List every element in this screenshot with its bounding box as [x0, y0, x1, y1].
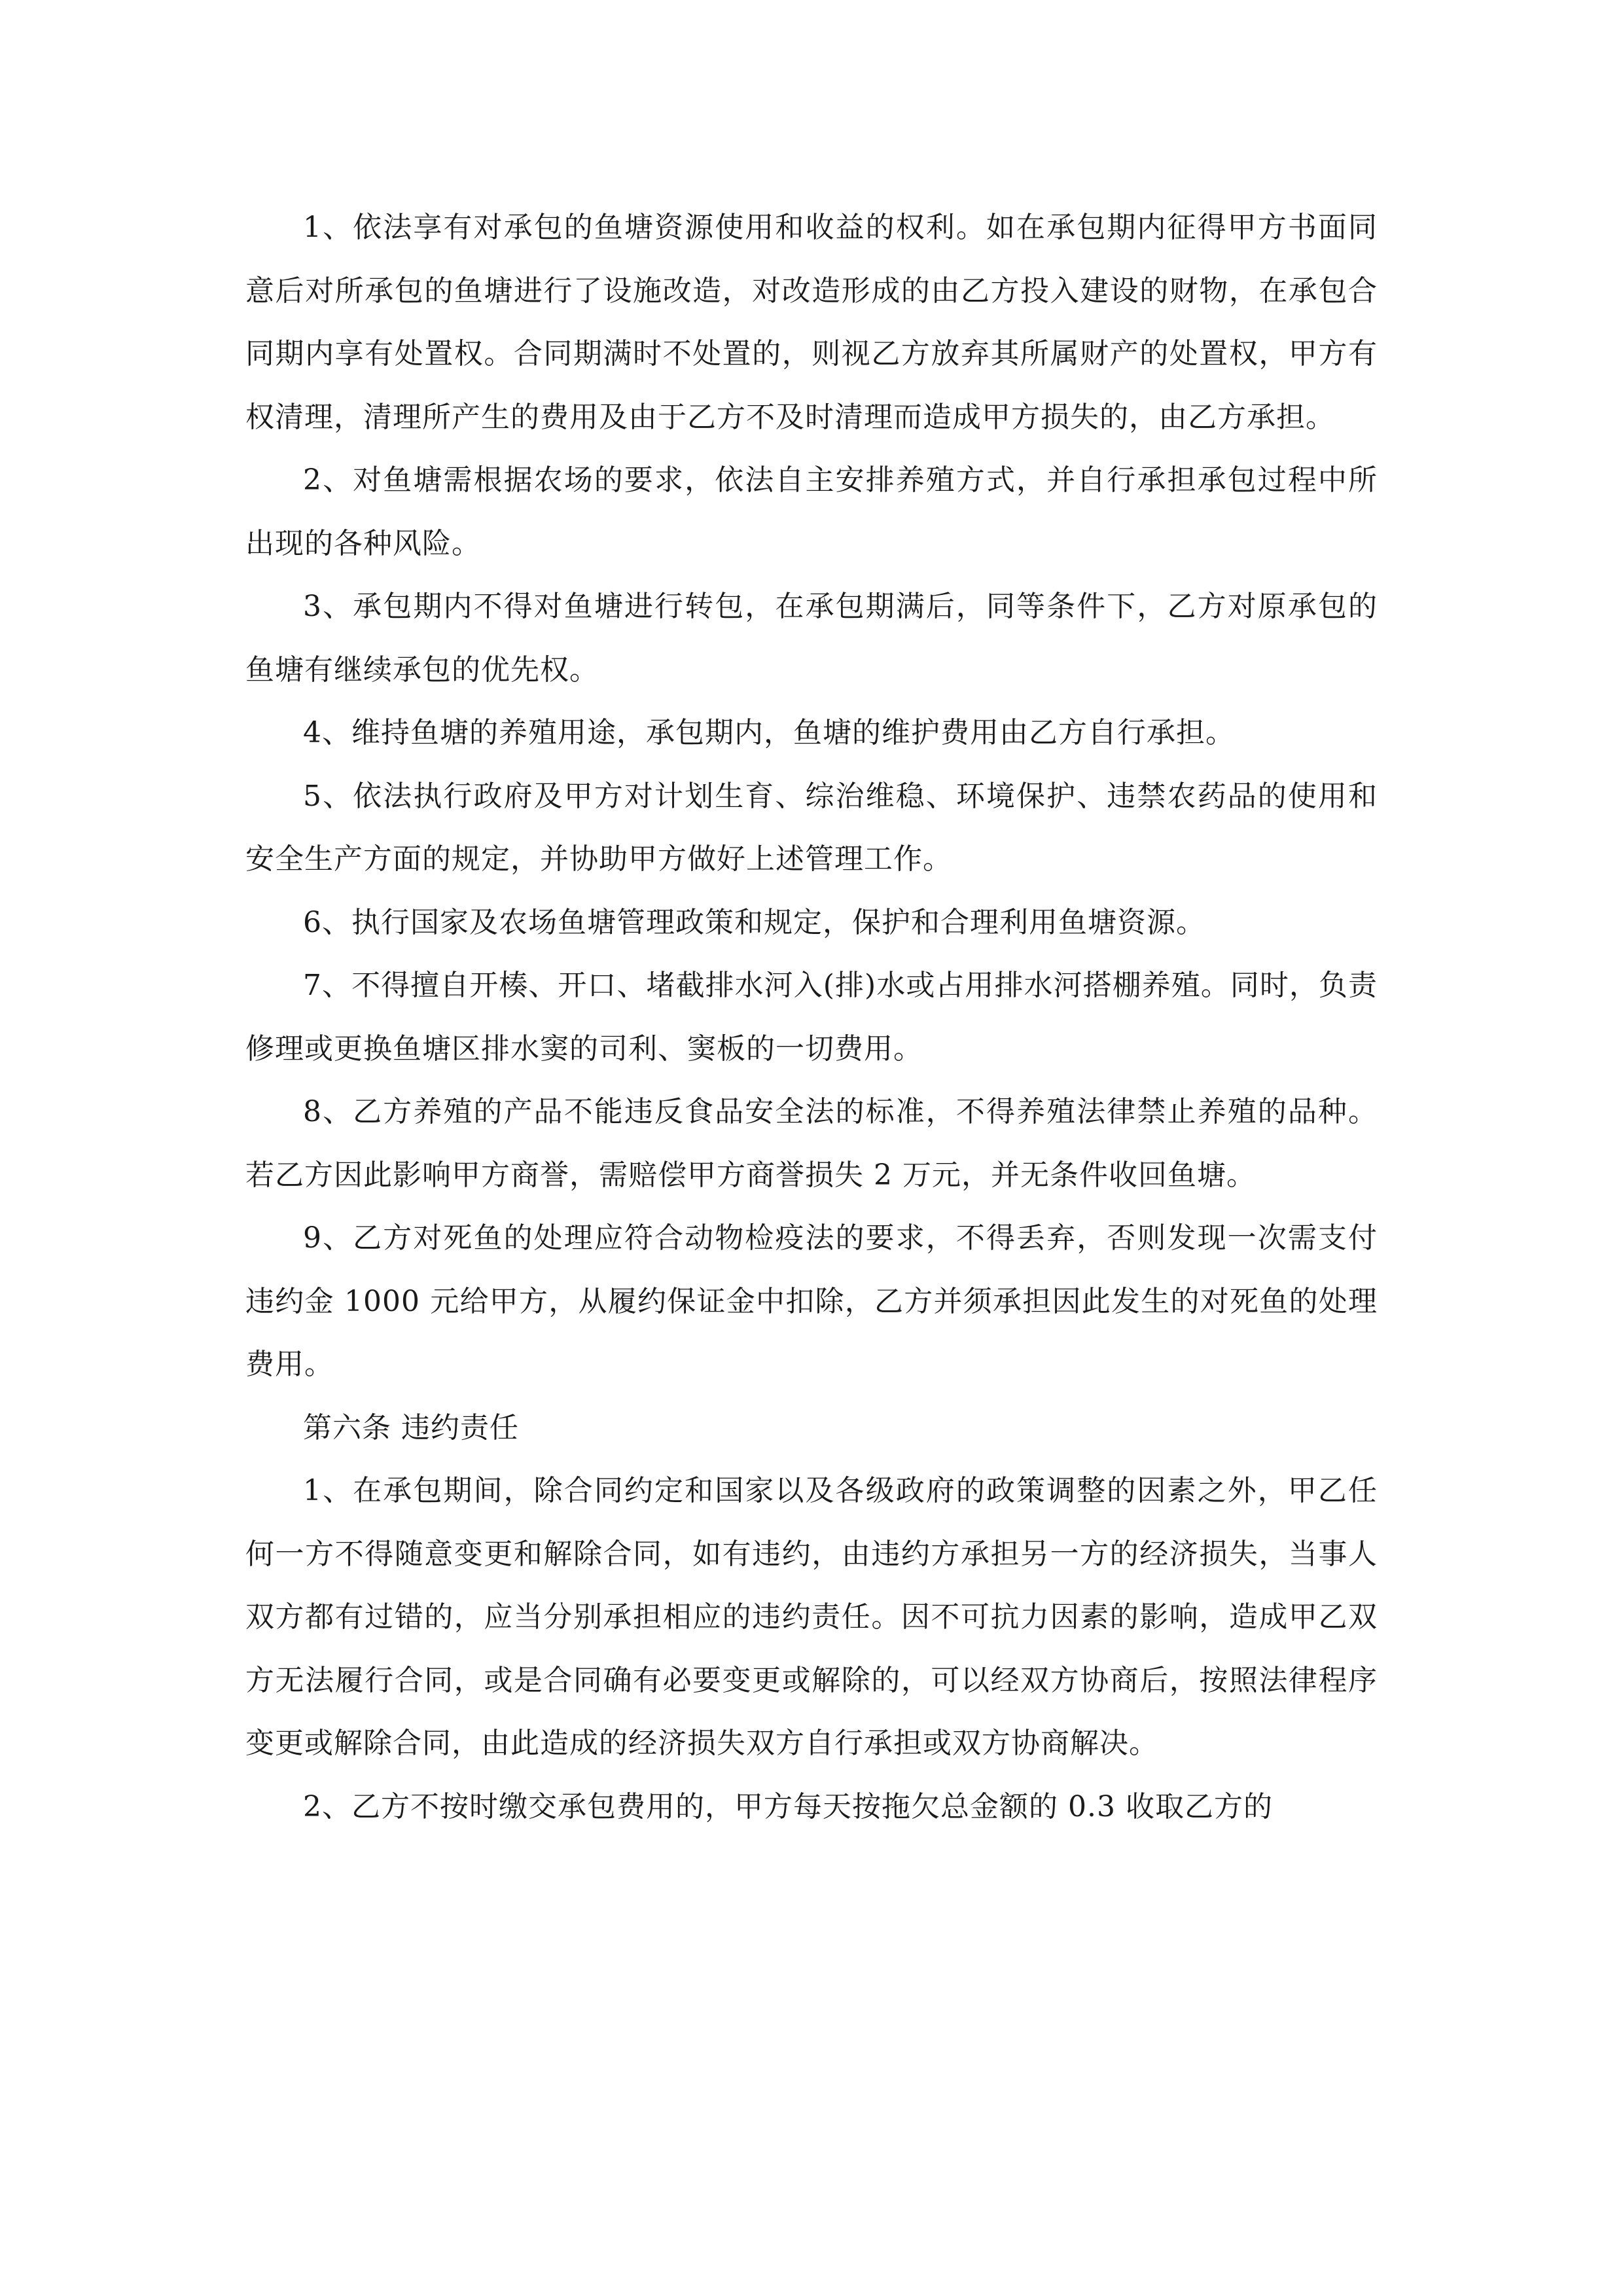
clause-6-2: 2、乙方不按时缴交承包费用的，甲方每天按拖欠总金额的 0.3 收取乙方的 — [303, 1789, 1273, 1823]
clause-5-6: 6、执行国家及农场鱼塘管理政策和规定，保护和合理利用鱼塘资源。 — [303, 905, 1205, 939]
clause-5-2: 2、对鱼塘需根据农场的要求，依法自主安排养殖方式，并自行承担承包过程中所出现的各种风险。 — [245, 463, 1378, 560]
clause-5-9: 9、乙方对死鱼的处理应符合动物检疫法的要求，不得丢弃，否则发现一次需支付违约金 1000 元给甲方，从履约保证金中扣除，乙方并须承担因此发生的对死鱼的处理费用。 — [245, 1221, 1378, 1381]
document-body — [245, 196, 1378, 1839]
clause-5-7: 7、不得擅自开楱、开口、堵截排水河入(排)水或占用排水河搭棚养殖。同时，负责修理或更换鱼塘区排水窦的司利、窦板的一切费用。 — [245, 969, 1378, 1066]
section-6-heading: 第六条 违约责任 — [303, 1410, 519, 1444]
clause-5-4: 4、维持鱼塘的养殖用途，承包期内，鱼塘的维护费用由乙方自行承担。 — [303, 716, 1235, 749]
clause-5-8: 8、乙方养殖的产品不能违反食品安全法的标准，不得养殖法律禁止养殖的品种。若乙方因此影响甲方商誉，需赔偿甲方商誉损失 2 万元，并无条件收回鱼塘。 — [245, 1095, 1378, 1192]
clause-6-1: 1、在承包期间，除合同约定和国家以及各级政府的政策调整的因素之外，甲乙任何一方不得随意变更和解除合同，如有违约，由违约方承担另一方的经济损失，当事人双方都有过错的，应当分别承担相应的违约责任。因不可抗力因素的影响，造成甲乙双方无法履行合同，或是合同确有必要变更或解除的，可以经双方协商后，按照法律程序变更或解除合同，由此造成的经济损失双方自行承担或双方协商解决。 — [245, 1474, 1378, 1760]
clause-5-5: 5、依法执行政府及甲方对计划生育、综治维稳、环境保护、违禁农药品的使用和安全生产方面的规定，并协助甲方做好上述管理工作。 — [245, 779, 1378, 876]
clause-5-1: 1、依法享有对承包的鱼塘资源使用和收益的权利。如在承包期内征得甲方书面同意后对所承包的鱼塘进行了设施改造，对改造形成的由乙方投入建设的财物，在承包合同期内享有处置权。合同期满时不处置的，则视乙方放弃其所属财产的处置权，甲方有权清理，清理所产生的费用及由于乙方不及时清理而造成甲方损失的，由乙方承担。 — [245, 211, 1378, 434]
clause-5-3: 3、承包期内不得对鱼塘进行转包，在承包期满后，同等条件下，乙方对原承包的鱼塘有继续承包的优先权。 — [245, 590, 1378, 687]
